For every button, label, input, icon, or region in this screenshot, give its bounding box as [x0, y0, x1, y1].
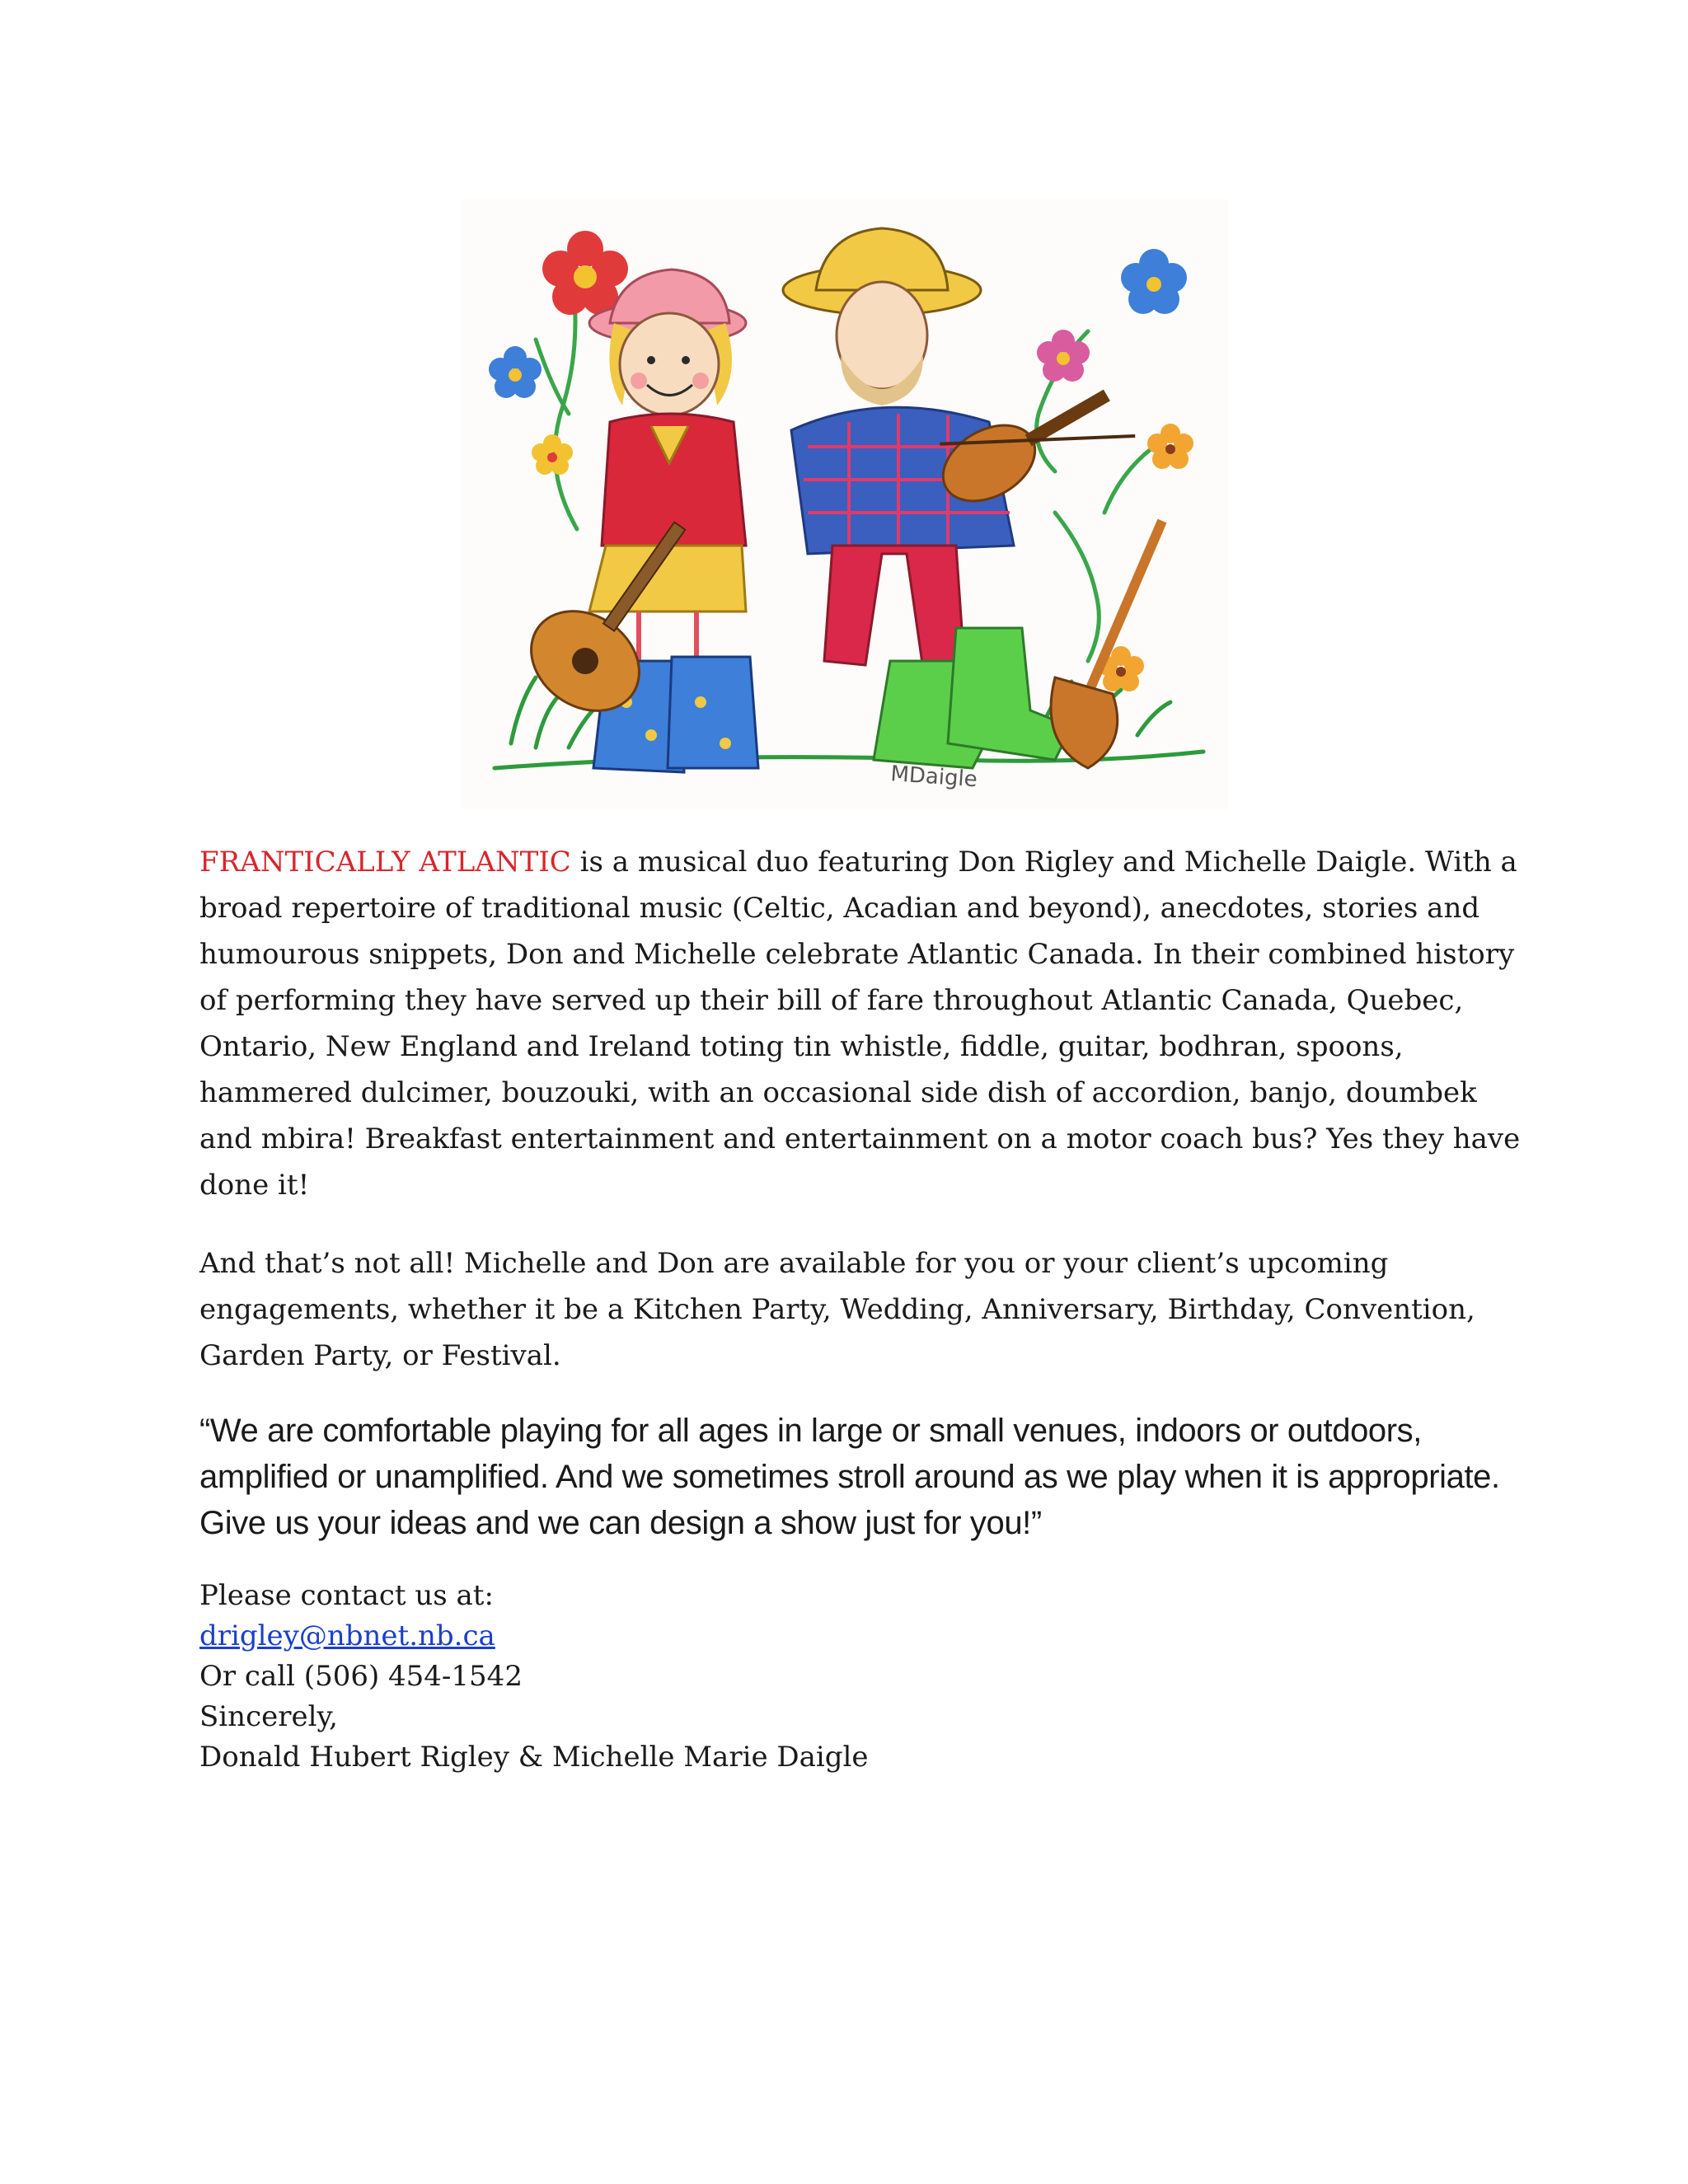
phone-line: Or call (506) 454-1542: [199, 1660, 523, 1693]
shovel-drawing: [1051, 521, 1162, 768]
intro-text: is a musical duo featuring Don Rigley and Michelle Daigle. With a broad repertoire of traditional music (Celtic, Acadian and beyond), anecdotes, stories and humourous snippets, Don and Michelle celebrate Atlantic Canada. In their combined history of performing they have served up their bill of fare throughout Atlantic Canada, Quebec, Ontario, New England and Ireland toting tin whistle, fiddle, guitar, bodhran, spoons, hammered dulcimer, bouzouki, with an occasional side dish of accordion, banjo, doumbek and mbira! Breakfast entertainment and entertainment on a motor coach bus? Yes they have done it!: [199, 846, 1521, 1202]
artist-signature: MDaigle: [889, 762, 978, 793]
closing-line: Sincerely,: [199, 1700, 338, 1733]
quote-paragraph: “We are comfortable playing for all ages in large or small venues, indoors or outdoors, amplified or unamplified. And we sometimes stroll around as we play when it is appropriate. Give us your ideas and we can design a show just for you!”: [199, 1413, 1500, 1541]
intro-paragraph: [199, 839, 1526, 1208]
guitarist-figure: [512, 269, 758, 772]
contact-prompt: Please contact us at:: [199, 1579, 494, 1612]
email-link[interactable]: drigley@nbnet.nb.ca: [199, 1619, 495, 1652]
brand-name: FRANTICALLY ATLANTIC: [199, 846, 571, 879]
signature-line: Donald Hubert Rigley & Michelle Marie Daigle: [199, 1741, 869, 1774]
duo-illustration: [462, 199, 1228, 809]
contact-block: [199, 1576, 1189, 1778]
availability-paragraph: And that’s not all! Michelle and Don are available for you or your client’s upcoming engagements, whether it be a Kitchen Party, Wedding, Anniversary, Birthday, Convention, Garden Party, or Festival.: [199, 1247, 1475, 1372]
